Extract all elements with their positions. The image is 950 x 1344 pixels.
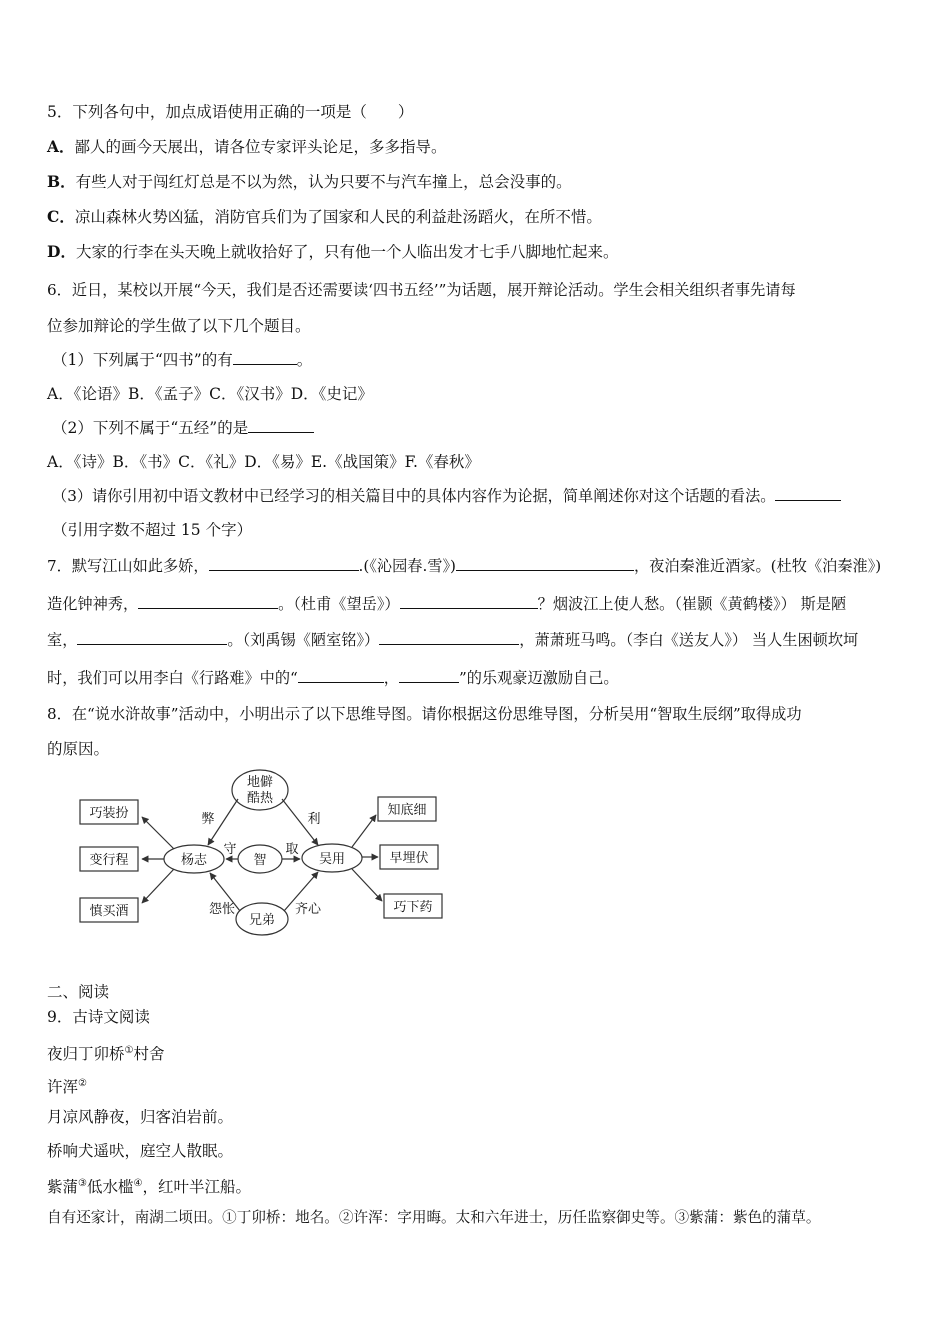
node-terrain-label-1: 地僻	[246, 775, 274, 790]
answer-blank	[209, 556, 359, 571]
q6-sub3	[52, 486, 841, 506]
answer-blank	[248, 418, 314, 433]
sub2-text: （2）下列不属于“五经”的是	[52, 419, 249, 437]
node-xiongdi-label: 兄弟	[248, 913, 276, 928]
box-right-1-label: 知底细	[387, 803, 427, 818]
mind-map-diagram	[70, 765, 450, 945]
q6-sub2	[52, 418, 314, 438]
edge-label-bi: 弊	[201, 812, 215, 827]
answer-blank	[379, 630, 519, 645]
node-zhi-label: 智	[253, 853, 267, 868]
option-text: 凉山森林火势凶猛，消防官兵们为了国家和人民的利益赴汤蹈火，在所不惜。	[74, 208, 602, 226]
q7-line2	[47, 594, 846, 614]
q7-line3	[47, 630, 858, 650]
text-segment: ，	[383, 669, 399, 687]
box-left-3-label: 慎买酒	[89, 904, 129, 919]
box-right-2-label: 早埋伏	[389, 851, 429, 866]
text-segment: 。（杜甫《望岳》）	[278, 595, 400, 613]
q6-sub1	[52, 350, 312, 370]
text-segment: ，萧萧班马鸣。（李白《送友人》） 当人生困顿坎坷	[519, 631, 859, 649]
text-segment: ，夜泊秦淮近酒家。(杜牧《泊秦淮》)	[633, 557, 882, 575]
footnote-mark: ③	[78, 1178, 87, 1189]
section-title: 二、阅读	[47, 983, 110, 1001]
option-label: A．	[47, 137, 75, 156]
poem-title	[47, 1041, 165, 1064]
edge-label-qu: 取	[285, 842, 299, 857]
q5-option-a	[47, 137, 447, 157]
q8-stem-line2: 的原因。	[47, 740, 110, 758]
box-left-2-label: 变行程	[89, 853, 129, 868]
poem-line-1: 月凉风静夜，归客泊岩前。	[47, 1108, 234, 1126]
option-text: 鄙人的画今天展出，请各位专家评头论足，多多指导。	[74, 138, 447, 156]
option-text: 有些人对于闯红灯总是不以为然，认为只要不与汽车撞上，总会没事的。	[75, 173, 572, 191]
text-segment: ，红叶半江船。	[142, 1178, 251, 1197]
node-yangzhi-label: 杨志	[180, 853, 208, 868]
text-segment: 夜归丁卯桥	[47, 1045, 125, 1064]
text-segment: 造化钟神秀，	[47, 595, 139, 613]
poem-line-3	[47, 1174, 251, 1197]
footnote-mark: ②	[78, 1078, 87, 1089]
answer-blank	[77, 630, 227, 645]
q6-sub3-note: （引用字数不超过 15 个字）	[52, 521, 253, 539]
answer-blank	[775, 486, 841, 501]
edge-label-shou: 守	[223, 842, 237, 857]
poem-line-4-and-notes: 自有还家计，南湖二顷田。①丁卯桥：地名。②许浑：字用晦。太和六年进士，历任监察御史等。③紫蒲：紫色的蒲草。	[47, 1209, 821, 1226]
option-label: D．	[47, 242, 76, 261]
answer-blank	[399, 668, 459, 683]
sub1-text: （1）下列属于“四书”的有	[52, 351, 233, 369]
text-segment: ”的乐观豪迈激励自己。	[458, 669, 619, 687]
text-segment: 村舍	[133, 1045, 165, 1064]
q6-stem-line2: 位参加辩论的学生做了以下几个题目。	[47, 317, 311, 335]
poem-line-2: 桥响犬遥吠，庭空人散眠。	[47, 1142, 234, 1160]
sub1-end: 。	[296, 351, 313, 369]
answer-blank	[233, 350, 297, 365]
footnote-mark: ①	[124, 1045, 134, 1056]
answer-blank	[138, 594, 278, 609]
q9-title: 9．古诗文阅读	[47, 1008, 150, 1026]
node-wuyong-label: 吴用	[318, 852, 346, 867]
text-segment: 室，	[47, 631, 78, 649]
option-label: B．	[47, 172, 76, 191]
text-segment: 紫蒲	[47, 1178, 79, 1197]
q5-option-b	[47, 172, 572, 192]
text-segment: ？烟波江上使人愁。（崔颢《黄鹤楼》） 斯是陋	[537, 595, 847, 613]
text-segment: 。（刘禹锡《陋室铭》）	[227, 631, 380, 649]
q6-sub2-options: A．《诗》B．《书》C．《礼》D．《易》E.《战国策》F.《春秋》	[47, 453, 480, 471]
q6-stem-line1: 6．近日，某校以开展“今天，我们是否还需要读‘四书五经’”为话题，展开辩论活动。学生会相关组织者事先请每	[47, 281, 796, 299]
answer-blank	[298, 668, 384, 683]
option-text: 大家的行李在头天晚上就收拾好了，只有他一个人临出发才七手八脚地忙起来。	[75, 243, 619, 261]
q7-line4	[47, 668, 619, 688]
text-segment: 7．默写江山如此多娇，	[47, 557, 209, 575]
box-left-1-label: 巧装扮	[89, 806, 129, 821]
edge-label-yuanchang: 怨怅	[208, 902, 236, 917]
edge-label-li: 利	[307, 812, 321, 827]
box-right-3-label: 巧下药	[393, 900, 433, 915]
option-label: C．	[47, 207, 75, 226]
footnote-mark: ④	[133, 1178, 143, 1189]
q5-option-c	[47, 207, 602, 227]
sub3-text: （3）请你引用初中语文教材中已经学习的相关篇目中的具体内容作为论据，简单阐述你对这个话题的看法。	[52, 487, 776, 505]
edge-label-qixin: 齐心	[294, 902, 322, 917]
text-segment: .(《沁园春.雪》)	[358, 557, 456, 575]
text-segment: 许浑	[47, 1078, 79, 1097]
node-terrain-label-2: 酷热	[246, 791, 274, 806]
q7-line1	[47, 556, 881, 576]
q5-stem: 5．下列各句中，加点成语使用正确的一项是（ ）	[47, 103, 414, 121]
q5-option-d	[47, 242, 618, 262]
q6-sub1-options: A．《论语》B．《孟子》C．《汉书》D．《史记》	[47, 385, 373, 403]
text-segment: 低水槛	[86, 1178, 134, 1197]
answer-blank	[456, 556, 634, 571]
text-segment: 时，我们可以用李白《行路难》中的“	[47, 669, 298, 687]
poem-author	[47, 1074, 87, 1097]
answer-blank	[400, 594, 538, 609]
q8-stem-line1: 8．在“说水浒故事”活动中，小明出示了以下思维导图。请你根据这份思维导图，分析吴用“智取生辰纲”取得成功	[47, 705, 802, 723]
